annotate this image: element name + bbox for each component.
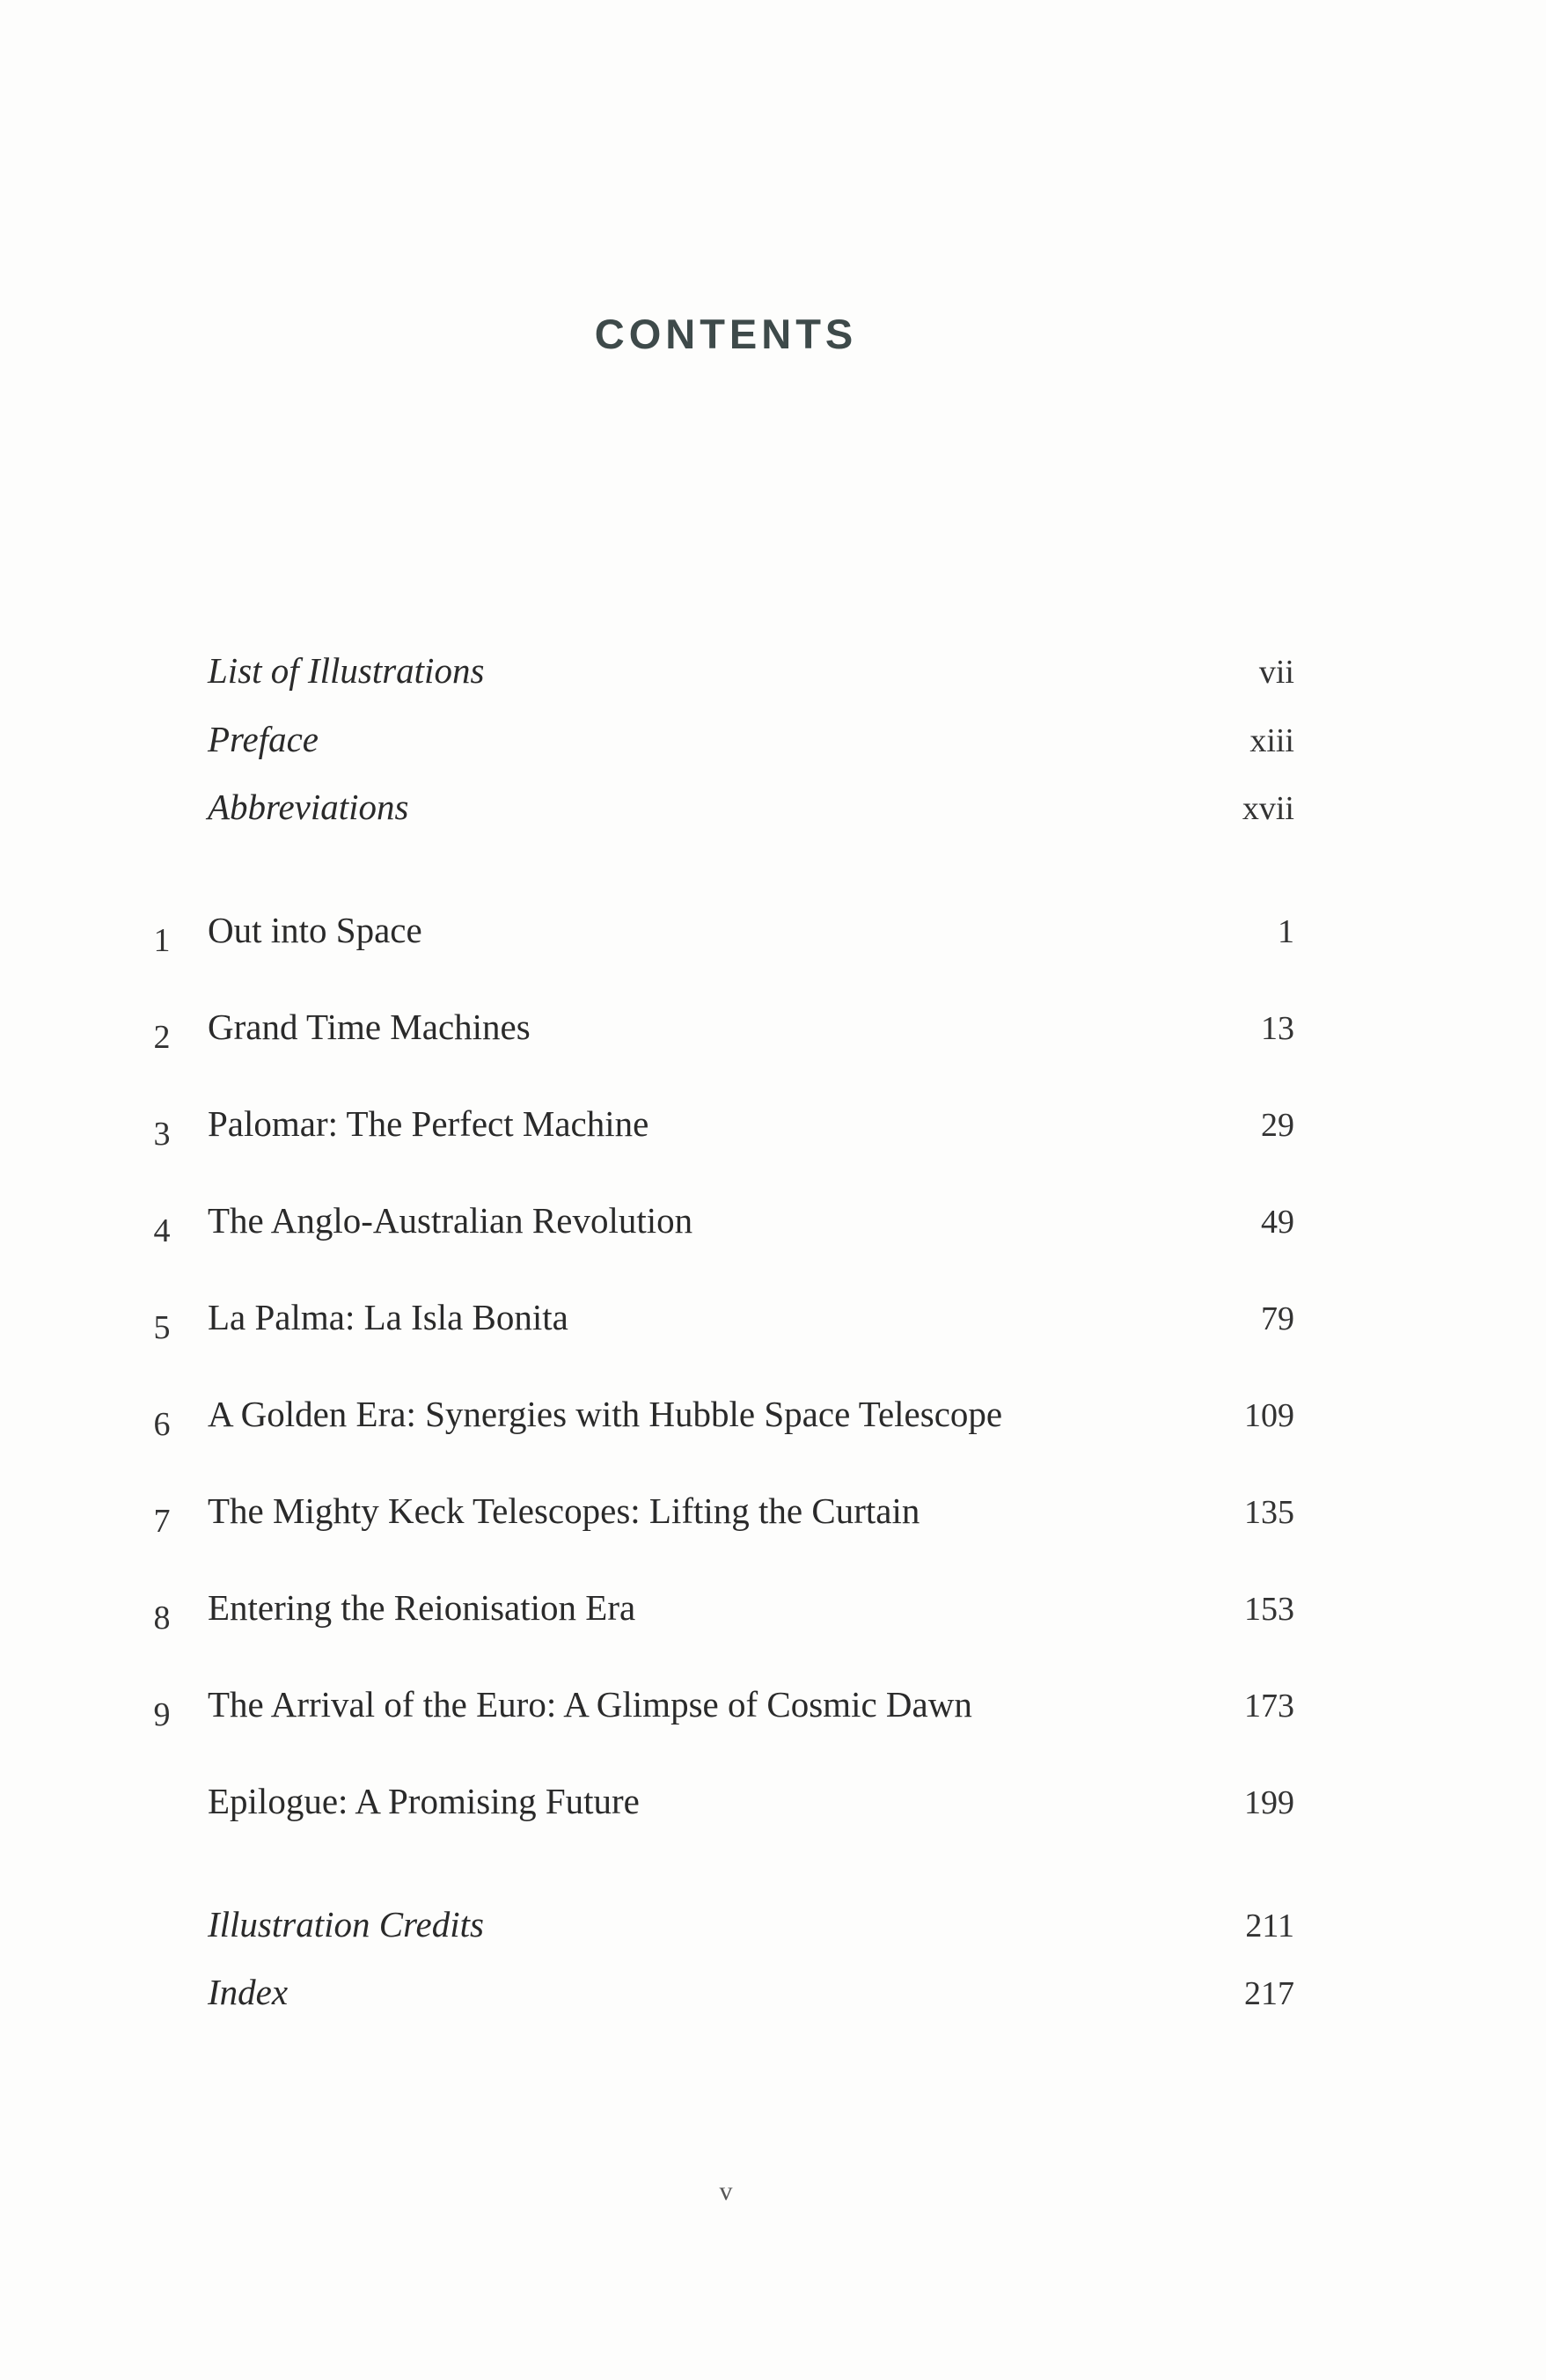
toc-entry-page: 217 <box>1244 1975 1294 2012</box>
toc-entry-chapter[interactable] <box>0 1490 1546 1551</box>
contents-heading: CONTENTS <box>594 311 858 357</box>
toc-entry-chapter[interactable] <box>0 1006 1546 1067</box>
toc-entry-front-matter[interactable] <box>0 649 1546 711</box>
page-folio: v <box>719 2177 733 2206</box>
chapter-number: 9 <box>153 1696 171 1733</box>
chapter-number: 7 <box>153 1503 171 1540</box>
toc-entry-chapter[interactable] <box>0 1102 1546 1164</box>
toc-entry-chapter[interactable] <box>0 1683 1546 1745</box>
toc-entry-label: Preface <box>208 719 319 759</box>
toc-entry-front-matter[interactable] <box>0 786 1546 847</box>
chapter-number: 2 <box>153 1019 171 1056</box>
toc-entry-back-matter[interactable] <box>0 1903 1546 1965</box>
toc-entry-chapter[interactable] <box>0 1296 1546 1358</box>
chapter-number: 6 <box>153 1406 171 1443</box>
toc-entry-label: Abbreviations <box>208 787 409 827</box>
toc-entry-label: The Anglo-Australian Revolution <box>208 1200 693 1241</box>
toc-entry-page: 199 <box>1244 1784 1294 1821</box>
toc-entry-label: Index <box>208 1972 289 2012</box>
toc-entry-chapter[interactable] <box>0 1199 1546 1261</box>
toc-entry-page: 1 <box>1278 913 1294 950</box>
chapter-number: 1 <box>153 922 171 959</box>
toc-entry-page: vii <box>1258 654 1294 691</box>
chapter-number: 4 <box>153 1212 171 1249</box>
toc-entry-page: 109 <box>1244 1397 1294 1434</box>
toc-entry-page: xvii <box>1242 790 1294 827</box>
toc-entry-label: A Golden Era: Synergies with Hubble Space Telescope <box>208 1394 1003 1434</box>
toc-entry-label: Palomar: The Perfect Machine <box>208 1103 649 1144</box>
toc-entry-page: 135 <box>1244 1494 1294 1531</box>
toc-entry-page: 13 <box>1261 1010 1294 1047</box>
toc-entry-label: Illustration Credits <box>208 1904 484 1944</box>
chapter-number: 8 <box>153 1600 171 1637</box>
toc-entry-chapter[interactable] <box>0 909 1546 970</box>
toc-entry-page: 153 <box>1244 1591 1294 1628</box>
toc-entry-label: Grand Time Machines <box>208 1007 531 1047</box>
toc-entry-epilogue[interactable] <box>0 1780 1546 1842</box>
toc-entry-label: Entering the Reionisation Era <box>208 1587 636 1628</box>
toc-entry-label: Out into Space <box>208 910 422 950</box>
toc-entry-label: La Palma: La Isla Bonita <box>208 1297 568 1337</box>
toc-entry-label: List of Illustrations <box>208 650 485 691</box>
chapter-number: 5 <box>153 1309 171 1346</box>
toc-entry-label: The Mighty Keck Telescopes: Lifting the Curtain <box>208 1490 920 1531</box>
toc-entry-page: 173 <box>1244 1688 1294 1725</box>
toc-entry-label: Epilogue: A Promising Future <box>208 1781 640 1821</box>
toc-entry-page: 79 <box>1261 1300 1294 1337</box>
toc-entry-label: The Arrival of the Euro: A Glimpse of Cosmic Dawn <box>208 1684 972 1725</box>
toc-entry-chapter[interactable] <box>0 1586 1546 1648</box>
chapter-number: 3 <box>153 1116 171 1153</box>
toc-entry-chapter[interactable] <box>0 1393 1546 1454</box>
toc-entry-back-matter[interactable] <box>0 1971 1546 2032</box>
toc-entry-page: 49 <box>1261 1204 1294 1241</box>
toc-entry-front-matter[interactable] <box>0 718 1546 780</box>
toc-entry-page: 29 <box>1261 1107 1294 1144</box>
toc-entry-page: xiii <box>1249 722 1294 759</box>
toc-entry-page: 211 <box>1245 1908 1294 1944</box>
